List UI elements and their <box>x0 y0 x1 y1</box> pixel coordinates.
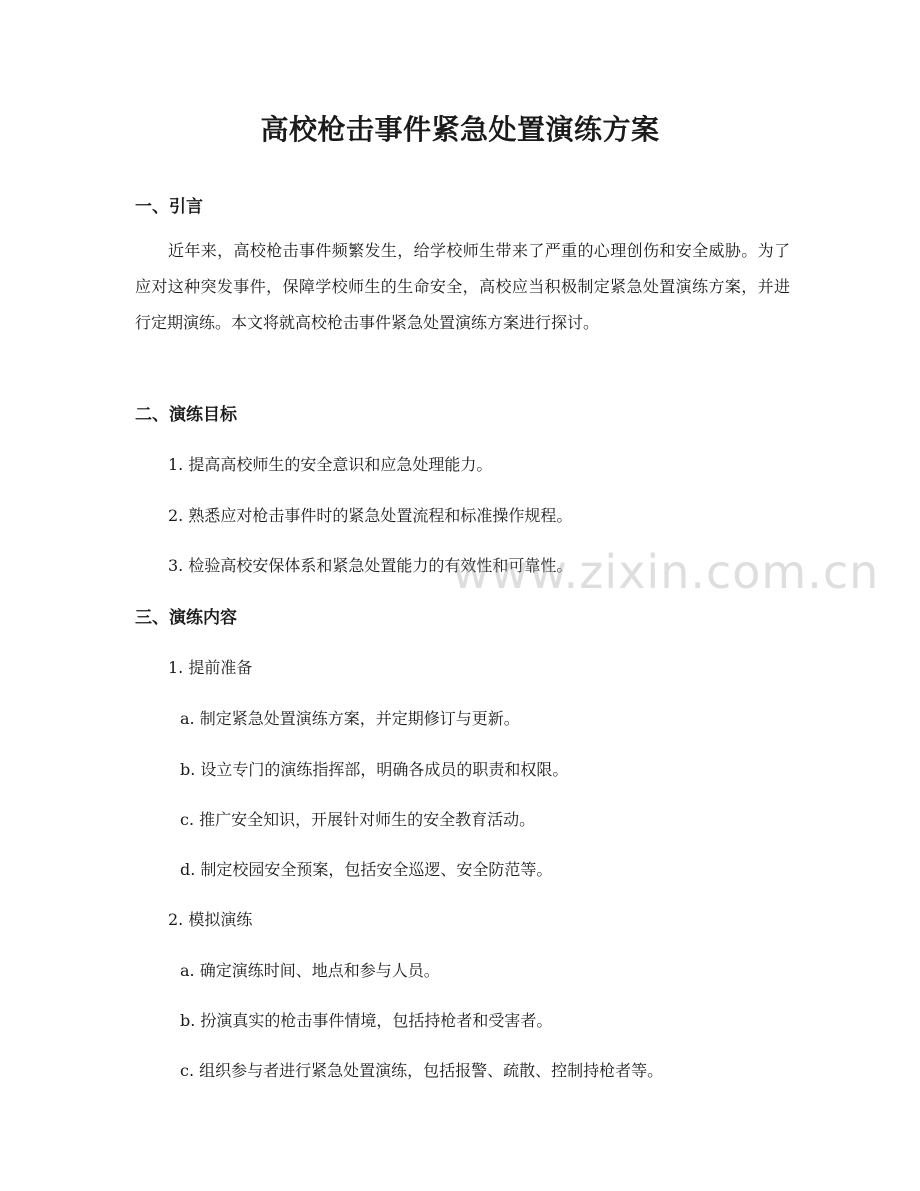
content-subheading-sim: 2. 模拟演练 <box>168 910 253 929</box>
section-heading-content: 三、演练内容 <box>135 608 237 628</box>
goal-item-2: 2. 熟悉应对枪击事件时的紧急处置流程和标准操作规程。 <box>168 506 573 525</box>
document-title: 高校枪击事件紧急处置演练方案 <box>260 113 660 146</box>
intro-paragraph: 近年来，高校枪击事件频繁发生，给学校师生带来了严重的心理创伤和安全威胁。为了应对这种突发事件，保障学校师生的生命安全，高校应当积极制定紧急处置演练方案，并进行定期演练。本文将就高校枪击事件紧急处置演练方案进行探讨。 <box>135 241 790 332</box>
watermark-text: www.zixin.com.cn <box>452 545 880 599</box>
goal-item-1: 1. 提高高校师生的安全意识和应急处理能力。 <box>168 455 493 474</box>
section-heading-goals: 二、演练目标 <box>135 405 237 425</box>
prep-item-d: d. 制定校园安全预案，包括安全巡逻、安全防范等。 <box>180 860 553 879</box>
sim-item-a: a. 确定演练时间、地点和参与人员。 <box>180 961 440 980</box>
prep-item-c: c. 推广安全知识，开展针对师生的安全教育活动。 <box>180 810 536 829</box>
sim-item-b: b. 扮演真实的枪击事件情境，包括持枪者和受害者。 <box>180 1011 553 1030</box>
prep-item-a: a. 制定紧急处置演练方案，并定期修订与更新。 <box>180 709 520 728</box>
content-subheading-prep: 1. 提前准备 <box>168 658 253 677</box>
goal-item-3: 3. 检验高校安保体系和紧急处置能力的有效性和可靠性。 <box>168 556 573 575</box>
sim-item-c: c. 组织参与者进行紧急处置演练，包括报警、疏散、控制持枪者等。 <box>180 1061 664 1080</box>
prep-item-b: b. 设立专门的演练指挥部，明确各成员的职责和权限。 <box>180 760 569 779</box>
section-heading-intro: 一、引言 <box>135 197 203 217</box>
